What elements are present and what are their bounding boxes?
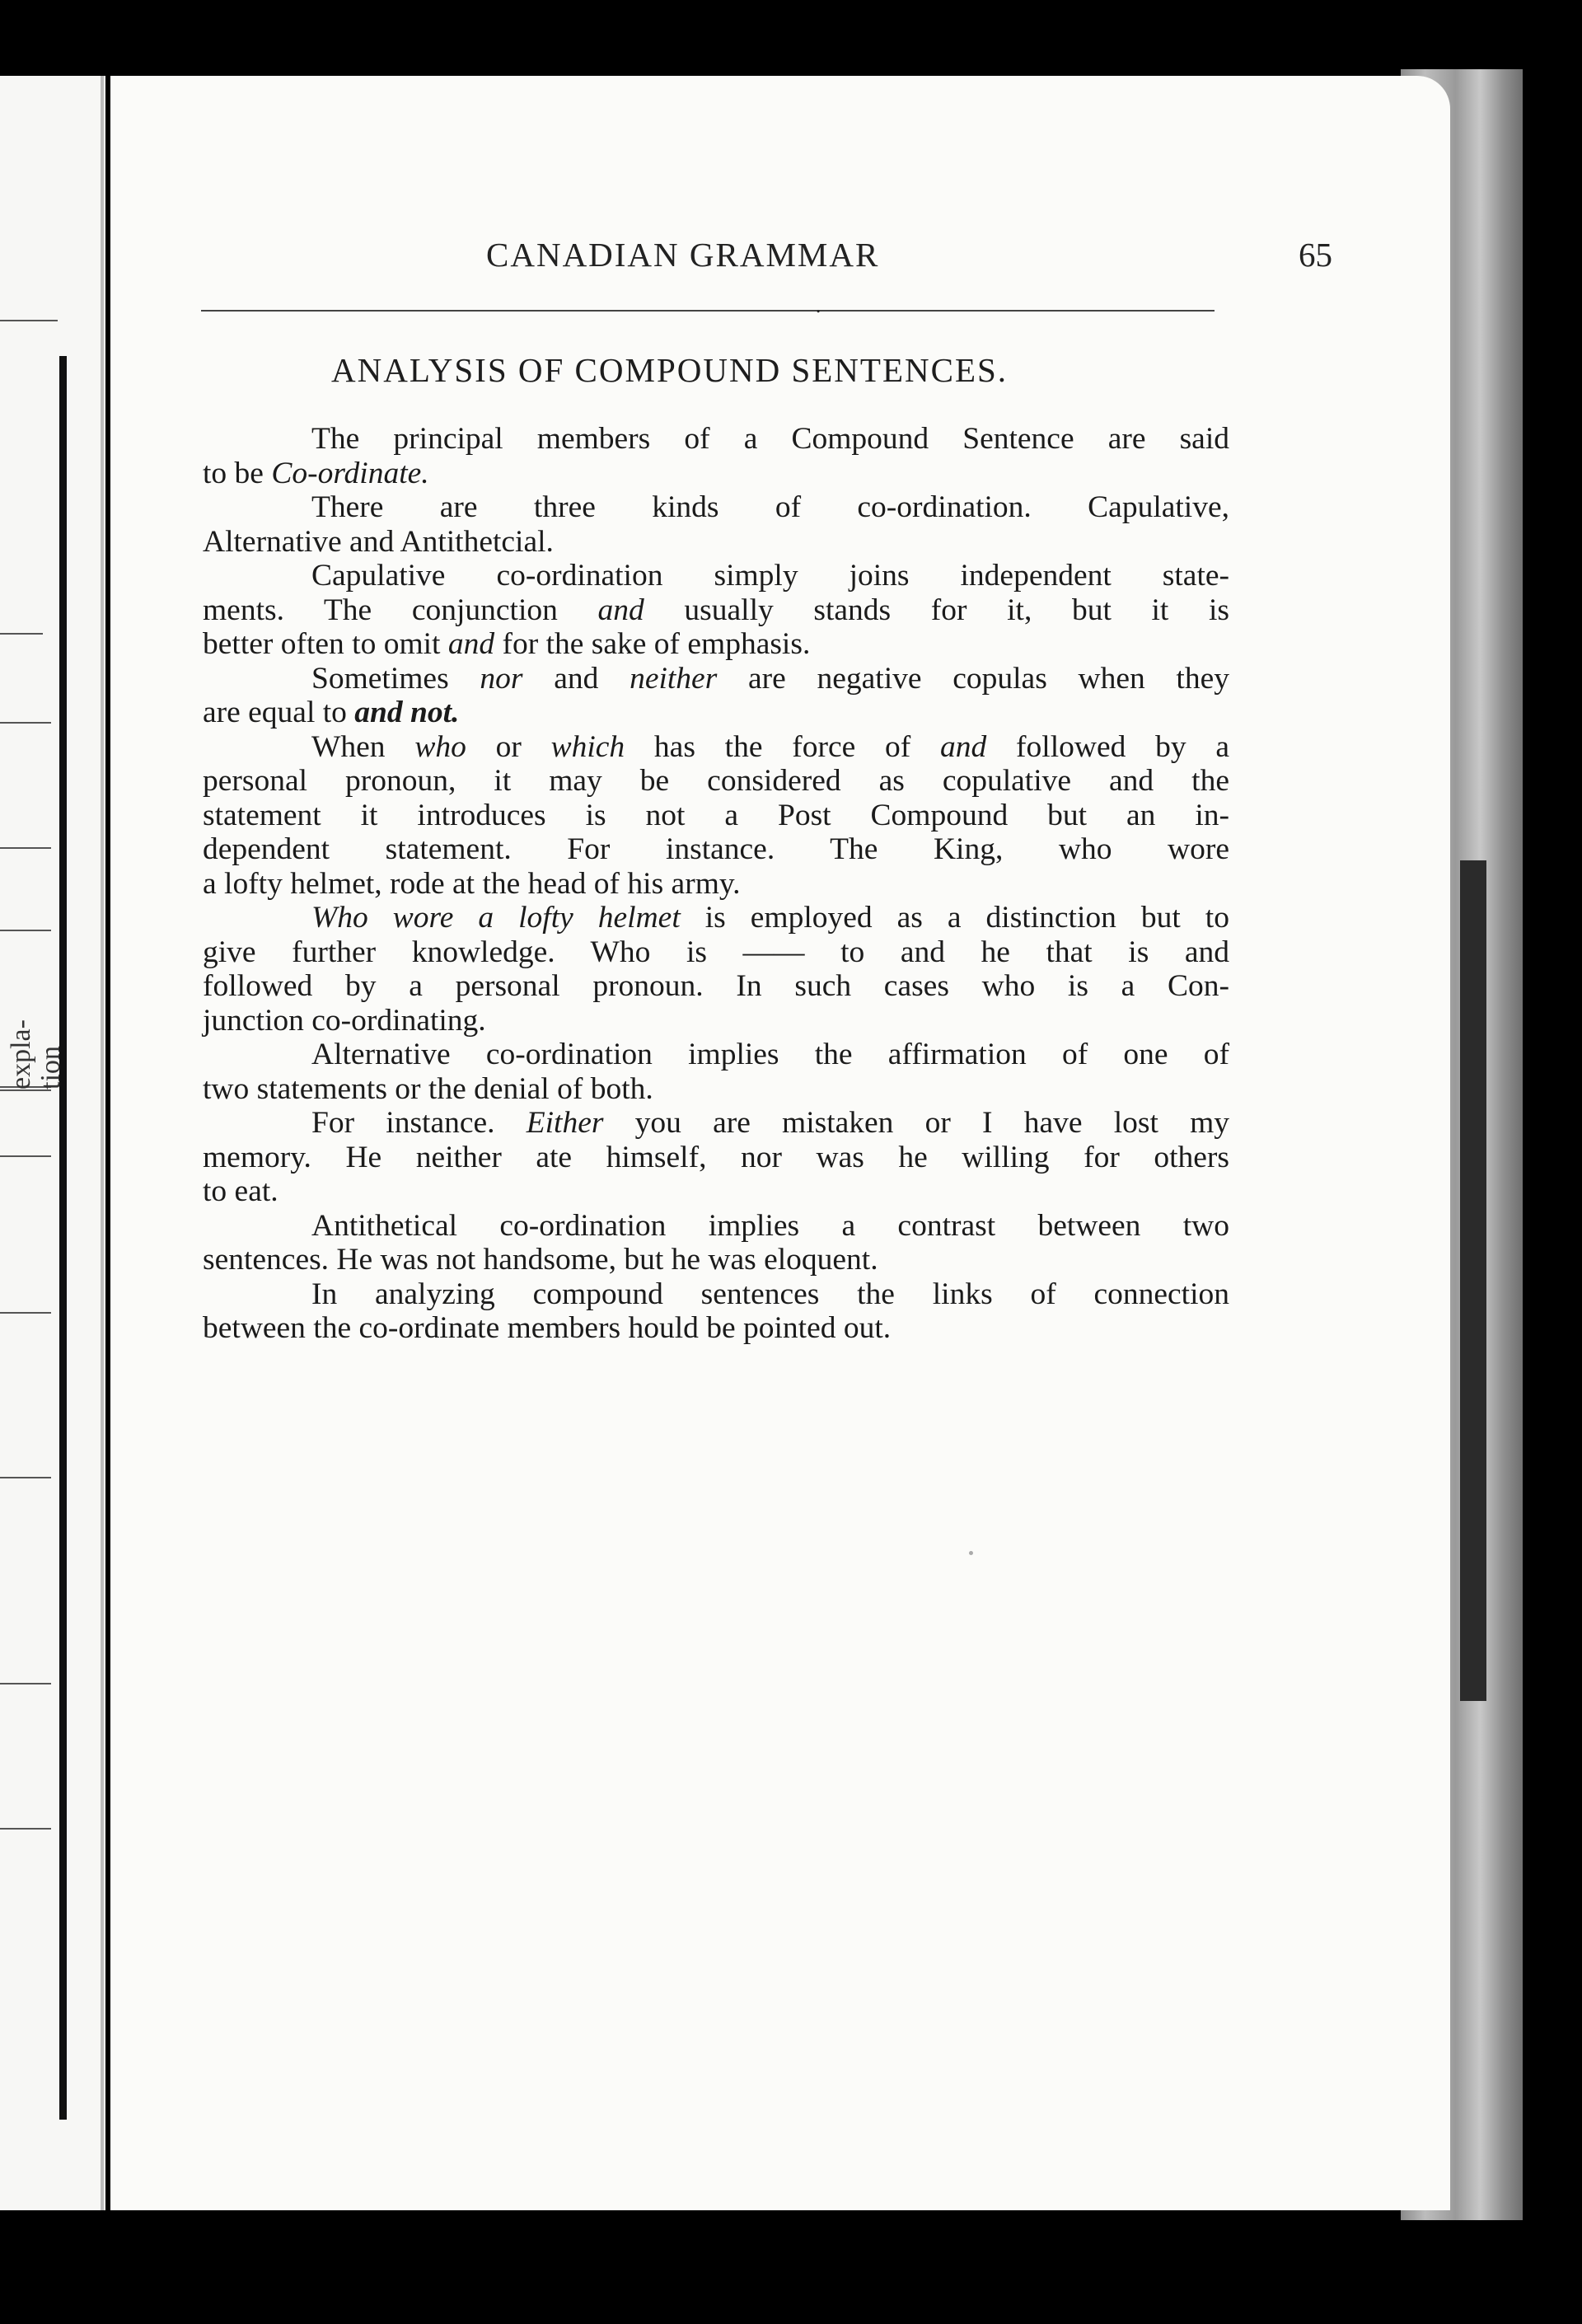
table-rule	[0, 1155, 51, 1157]
emphasis-run: and	[447, 627, 495, 661]
text-run: Sometimes	[311, 661, 480, 696]
text-run: give further knowledge. Who is —— to and he that is and	[203, 935, 1229, 969]
table-rule	[0, 1312, 51, 1314]
text-line	[203, 1004, 1229, 1038]
text-run: ments. The conjunction	[203, 593, 598, 627]
table-rule	[0, 1089, 51, 1091]
text-run: In analyzing compound sentences the links of connection	[311, 1277, 1229, 1311]
table-rule	[0, 320, 58, 321]
text-run: Alternative and Antithetcial.	[203, 524, 554, 559]
text-run: Capulative co-ordination simply joins independent state-	[311, 559, 1229, 593]
text-line	[203, 422, 1229, 457]
table-rule	[0, 930, 51, 931]
body-text	[203, 422, 1229, 1346]
text-line	[203, 1106, 1229, 1141]
text-run: For instance.	[311, 1106, 527, 1140]
text-line	[203, 1174, 1229, 1209]
text-run: a lofty helmet, rode at the head of his army.	[203, 866, 741, 901]
text-line	[203, 969, 1229, 1004]
table-rule	[0, 633, 43, 635]
table-rule	[0, 1477, 51, 1478]
section-heading: ANALYSIS OF COMPOUND SENTENCES.	[331, 351, 1009, 389]
gutter	[101, 76, 104, 2210]
text-line	[203, 490, 1229, 525]
emphasis-run: and	[940, 729, 987, 764]
text-line	[203, 730, 1229, 765]
text-run: to eat.	[203, 1174, 278, 1208]
text-run: followed by a personal pronoun. In such cases who is a Con-	[203, 969, 1229, 1003]
rotated-column-label: expla- tion	[6, 1019, 66, 1089]
text-line	[203, 627, 1229, 662]
table-rule	[0, 1683, 51, 1684]
text-run: you are mistaken or I have lost my	[603, 1106, 1229, 1140]
text-line	[203, 1311, 1229, 1346]
emphasis-run: which	[550, 729, 625, 764]
text-run: memory. He neither ate himself, nor was he willing for others	[203, 1140, 1229, 1174]
text-run: dependent statement. For instance. The King, who wore	[203, 832, 1229, 866]
text-run: usually stands for it, but it is	[644, 593, 1229, 627]
text-run: When	[311, 729, 415, 764]
text-line	[203, 1038, 1229, 1072]
text-line	[203, 1209, 1229, 1244]
previous-page-fragment	[0, 76, 105, 2210]
text-run: sentences. He was not handsome, but he was eloquent.	[203, 1243, 878, 1277]
table-rule	[0, 1828, 51, 1830]
emphasis-run: neither	[630, 661, 718, 696]
emphasis-run: Who wore a lofty helmet	[311, 901, 681, 935]
text-run: and	[522, 661, 630, 696]
text-line	[203, 935, 1229, 970]
text-line	[203, 696, 1229, 730]
text-line	[203, 1141, 1229, 1175]
page-edge-shadow	[1460, 860, 1486, 1701]
text-run: statement it introduces is not a Post Compound but an in-	[203, 798, 1229, 832]
table-rule	[0, 847, 51, 849]
emphasis-run: nor	[480, 661, 523, 696]
header-rule	[201, 310, 1215, 312]
text-line	[203, 662, 1229, 696]
emphasis-run: Co-ordinate.	[271, 456, 429, 490]
text-run: The principal members of a Compound Sentence are said	[311, 422, 1229, 456]
text-line	[203, 1072, 1229, 1107]
text-run: Antithetical co-ordination implies a contrast between two	[311, 1208, 1229, 1243]
rule-ornament: ⋅	[815, 302, 822, 323]
text-run: are negative copulas when they	[717, 661, 1229, 696]
emphasis-run: who	[414, 729, 466, 764]
text-run: has the force of	[625, 729, 941, 764]
paper-speck	[969, 1551, 973, 1555]
emphasis-run: and	[597, 593, 644, 627]
text-run: between the co-ordinate members hould be pointed out.	[203, 1311, 892, 1345]
text-run: for the sake of emphasis.	[494, 627, 811, 661]
text-run: There are three kinds of co-ordination. Capulative,	[311, 490, 1229, 524]
text-run: is employed as a distinction but to	[680, 901, 1229, 935]
text-line	[203, 799, 1229, 833]
text-line	[203, 832, 1229, 867]
text-line	[203, 1243, 1229, 1277]
page-number: 65	[1299, 236, 1332, 274]
text-run: junction co-ordinating.	[203, 1003, 486, 1038]
table-border	[59, 356, 67, 2120]
text-run: better often to omit	[203, 627, 448, 661]
emphasis-run: Either	[526, 1106, 604, 1140]
emphasis-run: and not.	[354, 696, 460, 729]
book-page	[110, 76, 1450, 2210]
text-line	[203, 593, 1229, 628]
running-head-title: CANADIAN GRAMMAR	[486, 236, 880, 274]
text-line	[203, 901, 1229, 935]
text-line	[203, 1277, 1229, 1312]
text-run: or	[466, 729, 551, 764]
text-line	[203, 559, 1229, 593]
text-line	[203, 764, 1229, 799]
text-run: two statements or the denial of both.	[203, 1071, 653, 1106]
text-line	[203, 525, 1229, 560]
text-line	[203, 457, 1229, 491]
text-run: followed by a	[986, 729, 1230, 764]
text-run: Alternative co-ordination implies the affirmation of one of	[311, 1038, 1229, 1071]
text-line	[203, 867, 1229, 902]
text-run: personal pronoun, it may be considered as copulative and the	[203, 764, 1229, 798]
table-rule	[0, 722, 51, 724]
text-run: to be	[203, 456, 272, 490]
text-run: are equal to	[203, 696, 355, 729]
